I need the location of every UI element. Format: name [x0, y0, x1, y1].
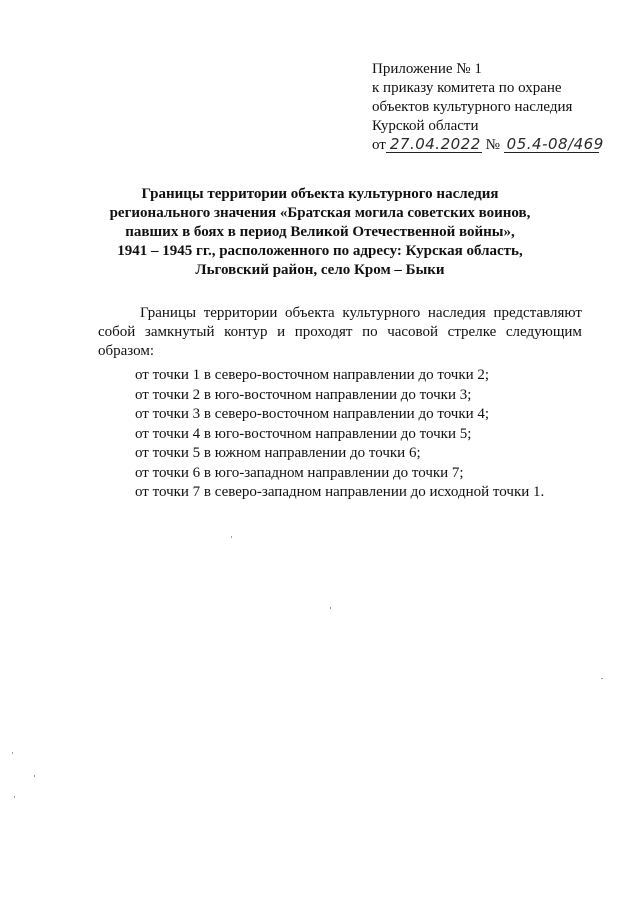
- handwritten-date: 27.04.2022: [386, 136, 482, 153]
- scan-speck: [34, 775, 35, 777]
- word: территории: [203, 305, 278, 321]
- scan-speck: [14, 796, 15, 798]
- appendix-order-line: к приказу комитета по охране: [372, 80, 562, 96]
- list-item: от точки 4 в юго-восточном направлении до точки 5;: [135, 425, 472, 442]
- document-title: [100, 185, 540, 280]
- number-label: №: [485, 137, 500, 153]
- handwritten-number: 05.4-08/469: [504, 136, 599, 153]
- from-label: от: [372, 137, 386, 153]
- list-item: от точки 5 в южном направлении до точки 6;: [135, 445, 421, 461]
- word: Границы: [140, 305, 197, 321]
- scan-speck: [231, 536, 232, 538]
- title-line: Льговский район, село Кром – Быки: [195, 262, 445, 278]
- list-item: от точки 2 в юго-восточном направлении до точки 3;: [135, 386, 472, 403]
- word: проходят: [294, 324, 353, 340]
- title-line: павших в боях в период Великой Отечественной войны»,: [125, 224, 515, 240]
- list-item: от точки 6 в юго-западном направлении до точки 7;: [135, 464, 464, 481]
- intro-paragraph: [98, 304, 582, 361]
- title-line: 1941 – 1945 гг., расположенного по адресу: Курская область,: [117, 243, 523, 259]
- scan-speck: [12, 752, 13, 754]
- scan-speck: [330, 607, 331, 609]
- list-item: от точки 7 в северо-западном направлении до исходной точки 1.: [135, 484, 545, 500]
- appendix-number: Приложение № 1: [372, 61, 482, 77]
- appendix-header: [372, 60, 612, 155]
- word: собой: [98, 324, 136, 340]
- appendix-committee-line: объектов культурного наследия: [372, 99, 573, 115]
- order-reference: [372, 136, 612, 155]
- word: следующим: [505, 324, 582, 340]
- word: наследия: [427, 305, 486, 321]
- word: по: [362, 324, 378, 340]
- word: часовой: [387, 324, 439, 340]
- word: контур: [224, 324, 268, 340]
- word: стрелке: [447, 324, 497, 340]
- intro-line-1: [98, 304, 582, 323]
- word: объекта: [285, 305, 335, 321]
- word: и: [277, 324, 286, 340]
- word: культурного: [342, 305, 421, 321]
- word: замкнутый: [144, 324, 215, 340]
- word: представляют: [493, 305, 582, 321]
- scan-speck: [601, 678, 603, 679]
- boundary-points-list: [135, 366, 595, 503]
- list-item: от точки 1 в северо-восточном направлении до точки 2;: [135, 367, 490, 383]
- list-item: от точки 3 в северо-восточном направлении до точки 4;: [135, 406, 490, 422]
- title-line: Границы территории объекта культурного наследия: [141, 186, 499, 202]
- intro-line-2: [98, 323, 582, 342]
- intro-line-3: образом:: [98, 343, 155, 359]
- appendix-region-line: Курской области: [372, 118, 479, 134]
- title-line: регионального значения «Братская могила советских воинов,: [109, 205, 531, 221]
